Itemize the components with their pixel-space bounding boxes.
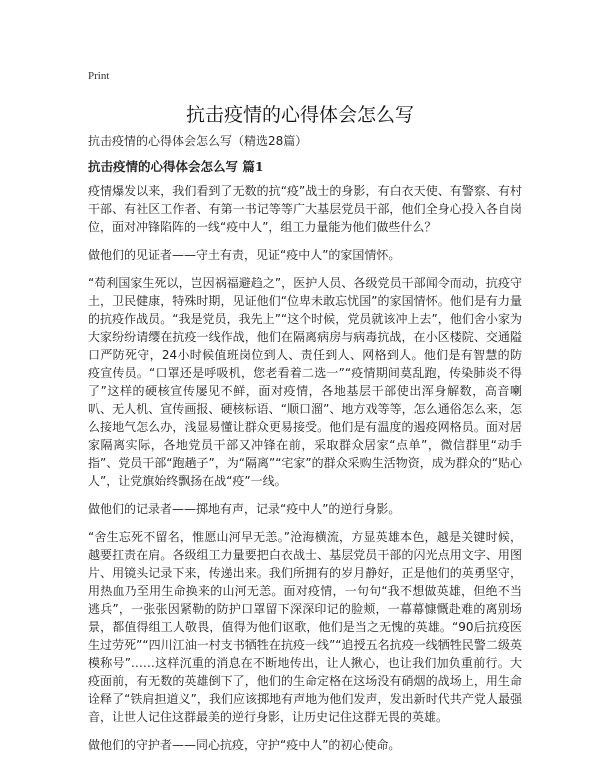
subtitle: 抗击疫情的心得体会怎么写（精选28篇） (88, 134, 308, 148)
section-heading: 抗击疫情的心得体会怎么写 篇1 (88, 159, 264, 174)
paragraph: “舍生忘死不留名，惟愿山河早无恙。”沧海横流，方显英雄本色，越是关键时候，越要扛责在肩。各级组工力量要把白衣战士、基层党员干部的闪光点用文字、用图片、用镜头记录下来，传递出来。我们所拥有的岁月静好，正是他们的英勇坚守，用热血乃至用生命换来的山河无恙。面对疫情，一句句“我不想做英雄，但绝不当逃兵”，一张张因紧勒的防护口罩留下深深印记的脸颊，一幕幕慷慨赴难的离别场景，都值得组工人敬畏，值得为他们讴歌，他们是当之无愧的英雄。“90后抗疫医生过劳死”“四川江油一村支书牺牲在抗疫一线”“追授五名抗疫一线牺牲民警二级英模称号”……这样沉重的消息在不断地传出，让人揪心，也让我们加负重前行。大疫面前，有无数的英雄倒下了，他们的生命定格在这场没有硝烟的战场上，用生命诠释了“铁肩担道义”，我们应该掷地有声地为他们发声，发出新时代共产党人最强音，让世人记住这群最美的逆行身影，让历史记住这群无畏的英雄。 (88, 530, 522, 724)
paragraph: “苟利国家生死以，岂因祸福避趋之”，医护人员、各级党员干部闻令而动，抗疫守土，卫民健康，特殊时期，见证他们“位卑未敢忘忧国”的家国情怀。他们是有力量的抗疫作战员。“我是党员，我先上”“这个时候，党员就该冲上去”，他们舍小家为大家纷纷请缨在抗疫一线作战，他们在隔离病房与病毒抗战，在小区楼院、交通隘口严防死守，24小时候值班岗位到人、责任到人、网格到人。他们是有智慧的防疫宣传员。“口罩还是呼吸机，您老看着二选一”“疫情期间莫乱跑，传染肺炎不得了”这样的硬核宣传屡见不鲜，面对疫情，各地基层干部使出浑身解数，高音喇叭、无人机、宣传画报、硬核标语、“顺口溜”、地方戏等等，怎么通俗怎么来，怎么接地气怎么办，浅显易懂让群众更易接受。他们是有温度的遏疫网格员。面对居家隔离实际，各地党员干部又冲锋在前，采取群众居家“点单”，微信群里“动手指”、党员干部“跑趟子”，为“隔离”“宅家”的群众采购生活物资，成为群众的“贴心人”，让党旗始终飘扬在战“疫”一线。 (88, 276, 522, 488)
document-body (88, 132, 522, 764)
paragraph: 做他们的记录者——掷地有声，记录“疫中人”的逆行身影。 (88, 502, 401, 516)
document-title: 抗击疫情的心得体会怎么写 (185, 104, 414, 126)
paragraph: 做他们的见证者——守土有责，见证“疫中人”的家国情怀。 (88, 248, 401, 262)
paragraph: 疫情爆发以来，我们看到了无数的抗“疫”战士的身影，有白衣天使、有警察、有村干部、有社区工作者、有第一书记等等广大基层党员干部，他们全身心投入各自岗位，面对冲锋陷阵的一线“疫中人”，组工力量能为他们做些什么？ (88, 184, 522, 234)
print-link[interactable]: Print (88, 70, 110, 82)
paragraph: 做他们的守护者——同心抗疫，守护“疫中人”的初心使命。 (88, 738, 401, 752)
